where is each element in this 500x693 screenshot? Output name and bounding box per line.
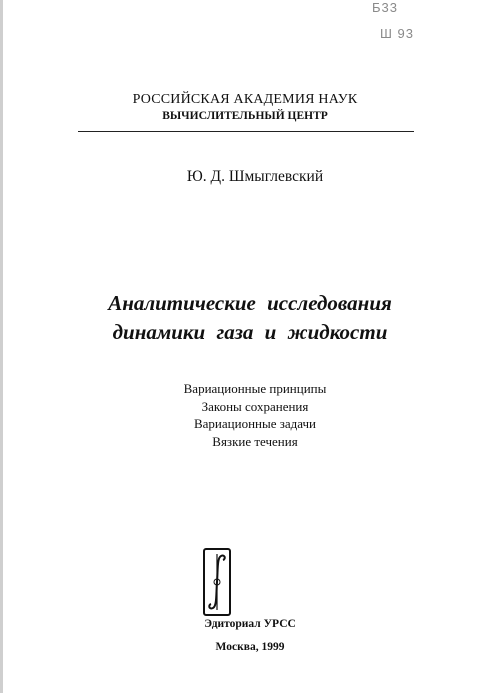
integral-logo-icon xyxy=(203,548,231,616)
handwritten-catalog-mark-top: Б33 xyxy=(372,0,398,15)
publisher-name: Эдиториал УРСС xyxy=(204,618,296,630)
subtitle-item: Вязкие течения xyxy=(212,433,298,449)
organization-department: ВЫЧИСЛИТЕЛЬНЫЙ ЦЕНТР xyxy=(162,110,328,122)
page-edge xyxy=(0,0,3,693)
subtitle-item: Законы сохранения xyxy=(201,398,309,414)
author-name: Ю. Д. Шмыглевский xyxy=(186,168,324,185)
subtitle-list xyxy=(110,380,400,450)
subtitle-item: Вариационные принципы xyxy=(183,381,327,396)
book-title xyxy=(40,289,460,347)
publication-city-year: Москва, 1999 xyxy=(215,641,285,653)
book-title-line-2: динамики газа и жидкости xyxy=(112,320,388,344)
handwritten-catalog-mark-bottom: Ш 93 xyxy=(380,26,414,41)
organization-name: РОССИЙСКАЯ АКАДЕМИЯ НАУК xyxy=(132,92,358,107)
book-title-line-1: Аналитические исследования xyxy=(108,291,392,315)
header-divider xyxy=(78,131,414,132)
subtitle-item: Вариационные задачи xyxy=(193,416,316,431)
